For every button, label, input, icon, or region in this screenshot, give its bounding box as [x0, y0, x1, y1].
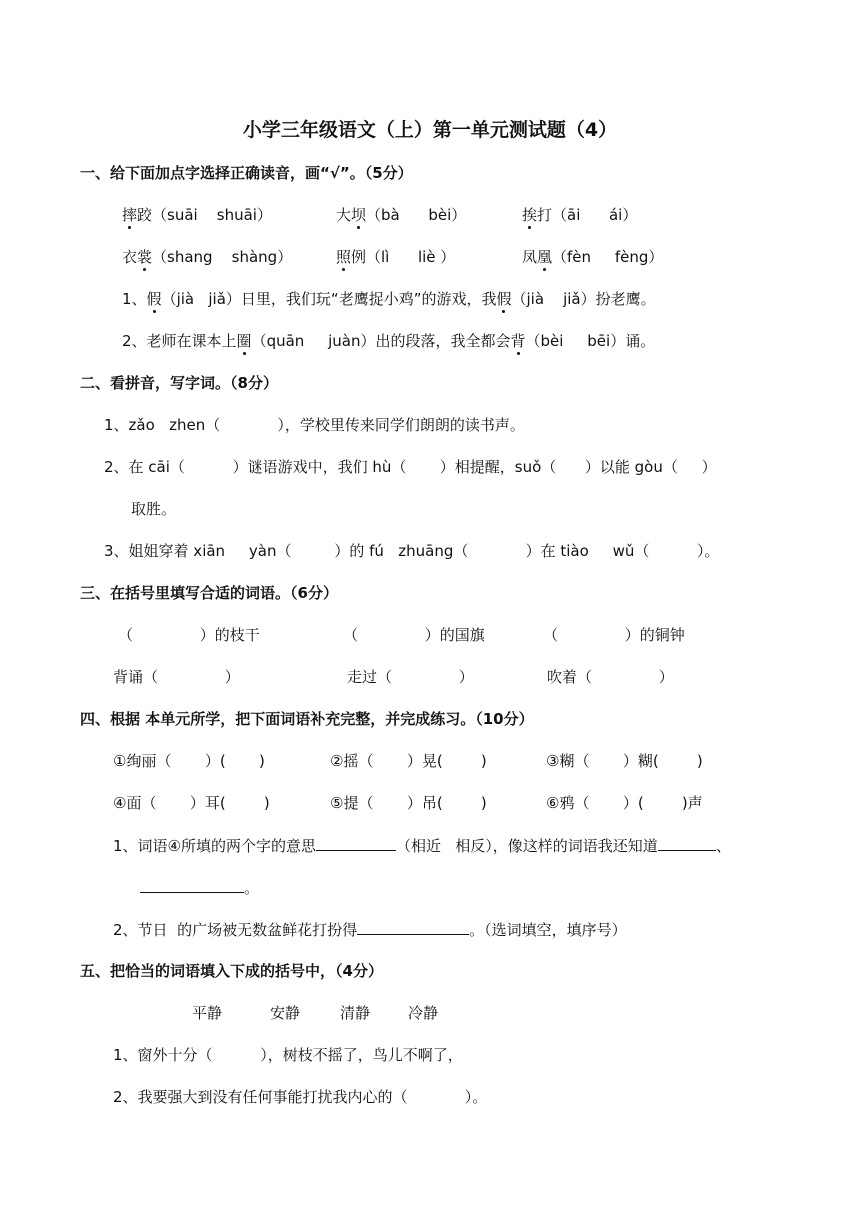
s3-blank-5: 走过（ ） — [347, 668, 474, 686]
s2-question-3: 3、姐姐穿着 xiān yàn（ ）的 fú zhuāng（ ）在 tiào wǔ（ ）。 — [104, 542, 720, 560]
s5-word-1: 平静 — [192, 1004, 223, 1022]
s1-question-1: 1、假（jià jiǎ）日里，我们玩“老鹰捉小鸡”的游戏，我假（jià jiǎ）扮老鹰。 — [122, 290, 656, 308]
section-1-heading: 一、给下面加点字选择正确读音，画“√”。（5分） — [80, 164, 413, 182]
s2-question-2-cont: 取胜。 — [131, 500, 177, 518]
s4-word-3: ③糊（ ）糊( ) — [546, 752, 703, 770]
s3-blank-4: 背诵（ ） — [113, 668, 240, 686]
s3-blank-6: 吹着（ ） — [547, 668, 674, 686]
section-5-heading: 五、把恰当的词语填入下成的括号中，（4分） — [80, 962, 383, 980]
s4-word-5: ⑤提（ ）吊( ) — [330, 794, 487, 812]
answer-line — [658, 834, 716, 851]
s4-word-4: ④面（ ）耳( ) — [113, 794, 270, 812]
section-2-heading: 二、看拼音，写字词。（8分） — [80, 374, 278, 392]
s4-question-1-cont: 。 — [140, 876, 259, 899]
s4-word-2: ②摇（ ）晃( ) — [330, 752, 487, 770]
s4-word-1: ①绚丽（ ）( ) — [113, 752, 265, 770]
s5-question-2: 2、我要强大到没有任何事能打扰我内心的（ ）。 — [113, 1088, 488, 1106]
answer-line — [140, 876, 244, 893]
s4-question-2: 2、节日 的广场被无数盆鲜花打扮得 。（选词填空，填序号） — [113, 918, 627, 941]
s3-blank-1: （ ）的枝干 — [118, 626, 260, 644]
s5-question-1: 1、窗外十分（ ），树枝不摇了，鸟儿不啊了， — [113, 1046, 463, 1064]
answer-line — [357, 918, 469, 935]
s5-word-3: 清静 — [340, 1004, 371, 1022]
answer-line — [316, 834, 396, 851]
s5-word-2: 安静 — [270, 1004, 301, 1022]
s4-word-6: ⑥鸦（ ）( )声 — [546, 794, 703, 812]
s3-blank-3: （ ）的铜钟 — [543, 626, 685, 644]
page-title: 小学三年级语文（上）第一单元测试题（4） — [242, 119, 618, 141]
s1-item-3: 挨打（āi ái） — [522, 206, 638, 224]
s1-item-4: 衣裳（shang shàng） — [122, 248, 293, 266]
s5-word-4: 冷静 — [408, 1004, 439, 1022]
s1-item-1: 摔跤（suāi shuāi） — [122, 206, 272, 224]
s2-question-1: 1、zǎo zhen（ ），学校里传来同学们朗朗的读书声。 — [104, 416, 525, 434]
s1-item-6: 凤凰（fèn fèng） — [522, 248, 664, 266]
section-4-heading: 四、根据 本单元所学，把下面词语补充完整，并完成练习。（10分） — [80, 710, 534, 728]
s1-item-5: 照例（lì liè ） — [336, 248, 456, 266]
section-3-heading: 三、在括号里填写合适的词语。（6分） — [80, 584, 338, 602]
s3-blank-2: （ ）的国旗 — [343, 626, 485, 644]
s4-question-1: 1、词语④所填的两个字的意思 （相近 相反），像这样的词语我还知道 、 — [113, 834, 731, 857]
s1-item-2: 大坝（bà bèi） — [336, 206, 467, 224]
s2-question-2: 2、在 cāi（ ）谜语游戏中，我们 hù（ ）相提醒，suǒ（ ）以能 gòu（ ） — [104, 458, 717, 476]
s1-question-2: 2、老师在课本上圈（quān juàn）出的段落，我全都会背（bèi bēi）诵。 — [122, 332, 656, 350]
